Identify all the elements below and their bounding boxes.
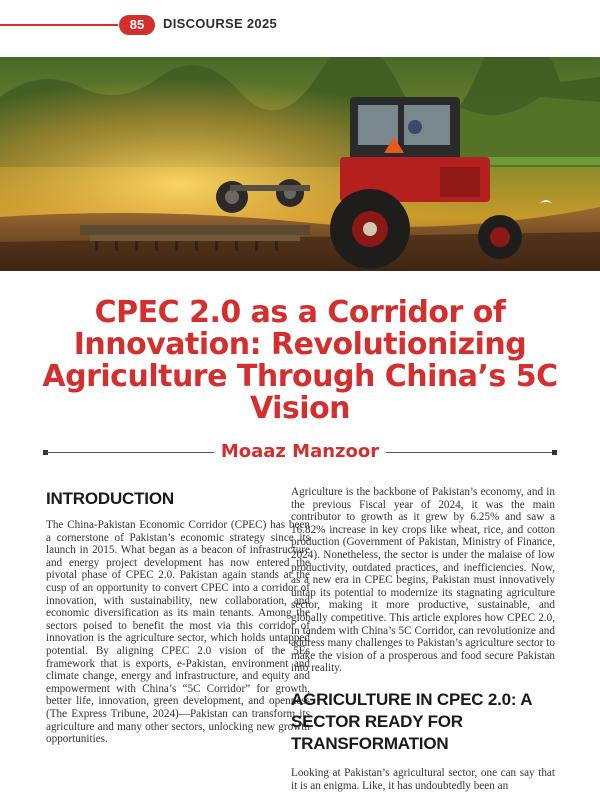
- agriculture-paragraph: Agriculture is the backbone of Pakistan’s economy, and in the previous Fiscal year of 2024, it was the main contributor to growth as it grew by 6.25% and saw a 16.82% increase in key crops like wheat, rice, and cotton production (Government of Pakistan, Ministry of Finance, 2024). Nonetheless, the sector is under the malaise of low productivity, outdated practices, and inefficiencies. Now, as a new era in CPEC begins, Pakistan must innovatively untap its potential to modernize its stagnating agriculture sector, making it more productive, sustainable, and globally competitive. This article explores how CPEC 2.0, in tandem with China’s 5C Corridor, can revolutionize and address many challenges to Pakistan’s agriculture sector to make the vision of a prosperous and food secure Pakistan into reality.: [291, 486, 555, 675]
- header-rule: [0, 24, 118, 26]
- column-right: [291, 486, 555, 792]
- article-title: CPEC 2.0 as a Corridor of Innovation: Revolutionizing Agriculture Through China’s 5C Vision: [42, 295, 558, 426]
- publication-name: DISCOURSE 2025: [163, 16, 278, 31]
- tractor-field-photo: [0, 57, 600, 271]
- page-number-badge: 85: [119, 15, 155, 35]
- divider-dot-right: [552, 450, 557, 455]
- column-left: [46, 488, 310, 746]
- introduction-paragraph: The China-Pakistan Economic Corridor (CPEC) has been a cornerstone of Pakistan’s economic strategy since its launch in 2015. What began as a beacon of infrastructure and energy project development has now entered the pivotal phase of CPEC 2.0. Pakistan again stands at the cusp of an opportunity to convert CPEC into a corridor of innovation, with sustainability, new collaboration, and economic diversification as its main tenants. Among the sectors poised to benefit the most via this corridor of innovation is the agriculture sector, which holds untapped potential. By aligning CPEC 2.0 vision of the 5Es framework that is exports, e-Pakistan, environment and climate change, energy and infrastructure, and equity and empowerment with China’s “5C Corridor” for growth, better life, innovation, green development, and openness (The Express Tribune, 2024)—Pakistan can transform its agriculture and many other sectors, unlocking new growth opportunities.: [46, 519, 310, 746]
- page-header: [0, 11, 600, 39]
- author-byline: [0, 440, 600, 466]
- hero-image: [0, 57, 600, 271]
- section-heading-introduction: INTRODUCTION: [46, 489, 174, 508]
- transformation-paragraph: Looking at Pakistan’s agricultural sector, one can say that it is an enigma. Like, it has undoubtedly been an: [291, 766, 555, 792]
- author-name: Moaaz Manzoor: [220, 441, 380, 462]
- divider-left: [46, 452, 214, 453]
- section-heading-agriculture: AGRICULTURE IN CPEC 2.0: A SECTOR READY FOR TRANSFORMATION: [291, 689, 532, 753]
- divider-right: [386, 452, 554, 453]
